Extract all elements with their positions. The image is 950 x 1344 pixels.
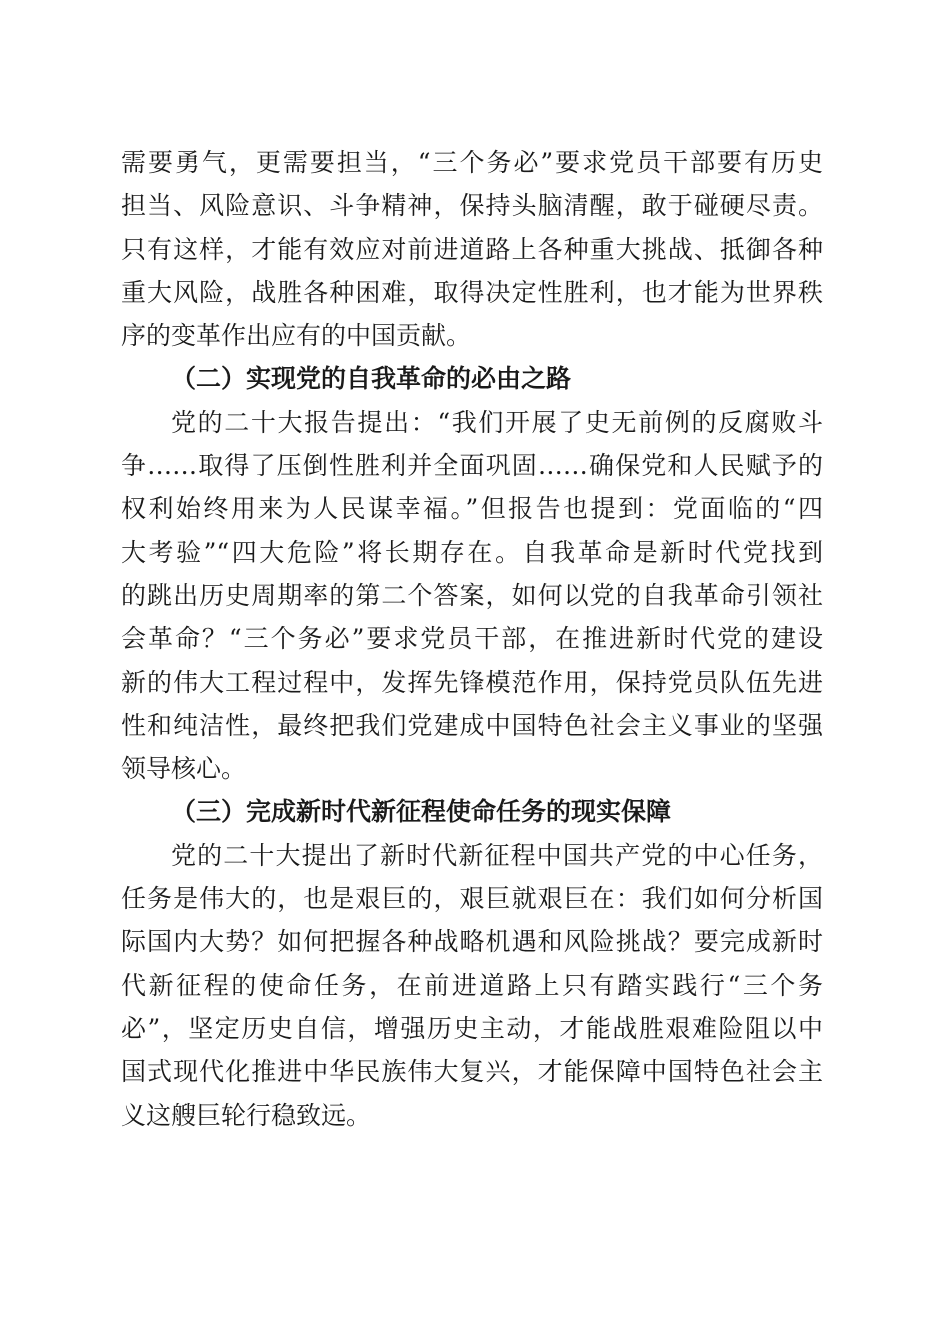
text-line: 新的伟大工程过程中，发挥先锋模范作用，保持党员队伍先进 (121, 667, 823, 697)
text-line: 党的二十大提出了新时代新征程中国共产党的中心任务， (171, 840, 823, 870)
text-line: 必”，坚定历史自信，增强历史主动，才能战胜艰难险阻以中 (121, 1013, 823, 1043)
text-line: 际国内大势？如何把握各种战略机遇和风险挑战？要完成新时 (121, 927, 823, 957)
text-line: 重大风险，战胜各种困难，取得决定性胜利，也才能为世界秩 (121, 277, 823, 307)
text-line: 领导核心。 (121, 754, 247, 784)
text-line: 大考验”“四大危险”将长期存在。自我革命是新时代党找到 (121, 537, 823, 567)
text-line: 的跳出历史周期率的第二个答案，如何以党的自我革命引领社 (121, 580, 823, 610)
section-heading-3: （三）完成新时代新征程使命任务的现实保障 (171, 797, 672, 827)
paragraph-section-2 (121, 401, 823, 791)
document-page (121, 141, 823, 1137)
text-line: 国式现代化推进中华民族伟大复兴，才能保障中国特色社会主 (121, 1057, 823, 1087)
text-line: 党的二十大报告提出：“我们开展了史无前例的反腐败斗 (171, 407, 823, 437)
text-line: 争……取得了压倒性胜利并全面巩固……确保党和人民赋予的 (121, 451, 823, 481)
paragraph-continuation (121, 141, 823, 357)
text-line: 性和纯洁性，最终把我们党建成中国特色社会主义事业的坚强 (121, 710, 823, 740)
text-line: 会革命？“三个务必”要求党员干部，在推进新时代党的建设 (121, 624, 823, 654)
text-line: 代新征程的使命任务，在前进道路上只有踏实践行“三个务 (121, 970, 823, 1000)
section-heading-2: （二）实现党的自我革命的必由之路 (171, 364, 572, 394)
text-line: 担当、风险意识、斗争精神，保持头脑清醒，敢于碰硬尽责。 (121, 191, 823, 221)
text-line: 需要勇气，更需要担当，“三个务必”要求党员干部要有历史 (121, 148, 823, 177)
text-line: 任务是伟大的，也是艰巨的，艰巨就艰巨在：我们如何分析国 (121, 884, 823, 914)
paragraph-section-3 (121, 834, 823, 1137)
text-line: 只有这样，才能有效应对前进道路上各种重大挑战、抵御各种 (121, 234, 823, 264)
text-line: 序的变革作出应有的中国贡献。 (121, 321, 472, 351)
text-line: 权利始终用来为人民谋幸福。”但报告也提到：党面临的“四 (121, 494, 823, 524)
text-line: 义这艘巨轮行稳致远。 (121, 1100, 372, 1130)
